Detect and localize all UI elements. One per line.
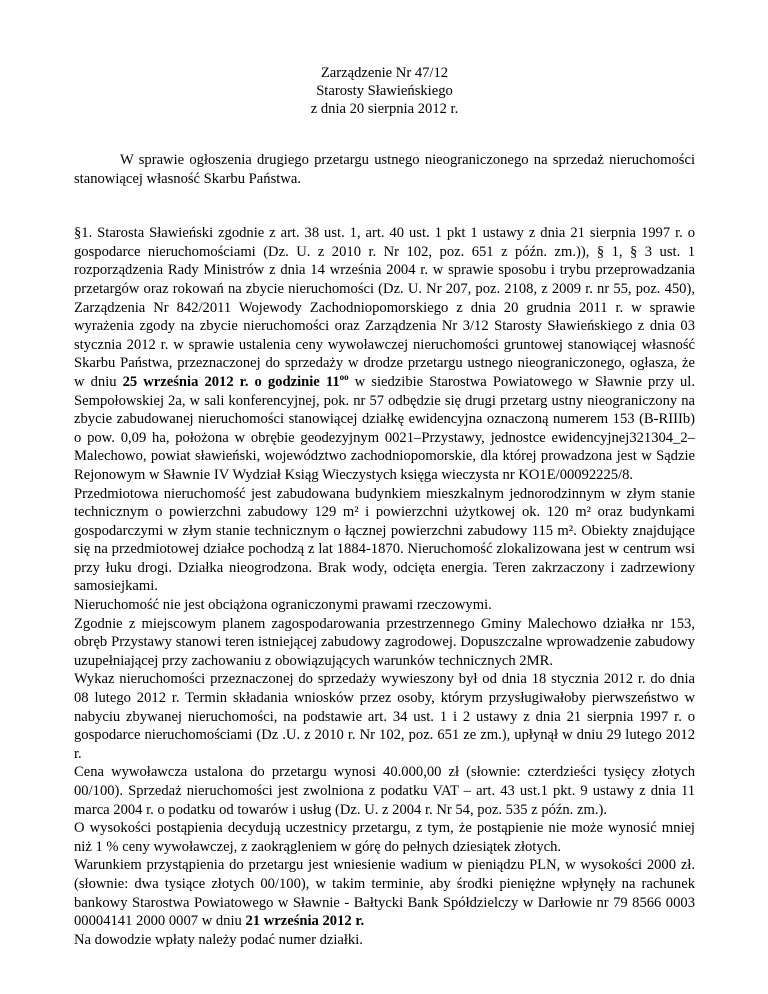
document-page: [74, 64, 695, 949]
issuer: Starosty Sławieńskiego: [316, 83, 453, 99]
paragraph-property-description: Przedmiotowa nieruchomość jest zabudowana budynkiem mieszkalnym jednorodzinnym w złym stanie technicznym o powierzchni zabudowy 129 m² i powierzchni użytkowej ok. 120 m² oraz budynkami gospodarczymi w złym stanie technicznym o łącznej powierzchni zabudowy 115 m². Obiekty znajdujące się na przedmiotowej działce pochodzą z lat 1884-1870. Nieruchomość zlokalizowana jest w centrum wsi przy łuku drogi. Działka nieogrodzona. Brak wody, odcięta energia. Teren zakrzaczony i zadrzewiony samosiejkami.: [74, 485, 695, 595]
auction-time-minutes: oo: [339, 371, 349, 382]
paragraph-deposit: [74, 856, 695, 930]
ordinance-number: Zarządzenie Nr 47/12: [320, 65, 449, 81]
document-header: [74, 64, 695, 118]
auction-date: [122, 371, 349, 390]
paragraph-encumbrances: Nieruchomość nie jest obciążona ograniczonymi prawami rzeczowymi.: [74, 597, 492, 614]
paragraph-announcement: [74, 224, 695, 484]
deposit-text: Warunkiem przystąpienia do przetargu jest wniesienie wadium w pieniądzu PLN, w wysokości 2000 zł. (słownie: dwa tysiące złotych 00/100), w takim terminie, aby środki pieniężne wpłynęły na rachunek bankowy Starostwa Powiatowego w Sławnie - Bałtycki Bank Spółdzielczy w Darłowie nr 79 8566 0003 00004141 2000 0007 w dniu: [74, 857, 695, 930]
paragraph-payment-note: Na dowodzie wpłaty należy podać numer działki.: [74, 931, 363, 948]
subject-line: W sprawie ogłoszenia drugiego przetargu ustnego nieograniczonego na sprzedaż nieruchomości stanowiącej własność Skarbu Państwa.: [74, 152, 695, 187]
ordinance-date: z dnia 20 sierpnia 2012 r.: [310, 101, 459, 117]
paragraph-bid-increment: O wysokości postąpienia decydują uczestnicy przetargu, z tym, że postąpienie nie może wynosić mniej niż 1 % ceny wywoławczej, z zaokrągleniem w górę do pełnych dziesiątek złotych.: [74, 820, 695, 855]
auction-date-text: 25 września 2012 r. o godzinie 11: [122, 373, 340, 390]
announcement-text-b: w siedzibie Starostwa Powiatowego w Sławnie przy ul. Sempołowskiej 2a, w sali konferencyjnej, pok. nr 57 odbędzie się drugi przetarg ustny nieograniczony na zbycie zabudowanej nieruchomości stanowiącej działkę ewidencyjna oznaczoną numerem 153 (B-RIIIb) o pow. 0,09 ha, położona w obrębie geodezyjnym 0021–Przystawy, jednostce ewidencyjnej321304_2–Malechowo, powiat sławieński, województwo zachodniopomorskie, dla której prowadzona jest w Sądzie Rejonowym w Sławnie IV Wydział Ksiąg Wieczystych księga wieczysta nr KO1E/00092225/8.: [74, 373, 695, 483]
paragraph-starting-price: Cena wywoławcza ustalona do przetargu wynosi 40.000,00 zł (słownie: czterdzieści tysięcy złotych 00/100). Sprzedaż nieruchomości jest zwolniona z podatku VAT – art. 43 ust.1 pkt. 9 ustawy z dnia 11 marca 2004 r. o podatku od towarów i usług (Dz. U. z 2004 r. Nr 54, poz. 535 z późn. zm.).: [74, 764, 695, 818]
paragraph-zoning-plan: Zgodnie z miejscowym planem zagospodarowania przestrzennego Gminy Malechowo działka nr 153, obręb Przystawy stanowi teren istniejącej zabudowy zagrodowej. Dopuszczalne wprowadzenie zabudowy uzupełniającej przy zachowaniu z obowiązujących warunków technicznych 2MR.: [74, 615, 695, 669]
section-1: [74, 224, 695, 949]
deposit-deadline: 21 września 2012 r.: [245, 913, 365, 930]
paragraph-listing-period: Wykaz nieruchomości przeznaczonej do sprzedaży wywieszony był od dnia 18 stycznia 2012 r. do dnia 08 lutego 2012 r. Termin składania wniosków przez osoby, którym przysługiwałoby pierwszeństwo w nabyciu zbywanej nieruchomości, na podstawie art. 34 ust. 1 i 2 ustawy z dnia 21 sierpnia 1997 r. o gospodarce nieruchomościami (Dz .U. z 2010 r. Nr 102, poz. 651 ze zm.), upłynął w dniu 29 lutego 2012 r.: [74, 671, 695, 762]
announcement-text-a: §1. Starosta Sławieński zgodnie z art. 38 ust. 1, art. 40 ust. 1 pkt 1 ustawy z dnia 21 sierpnia 1997 r. o gospodarce nieruchomościami (Dz. U. z 2010 r. Nr 102, poz. 651 z późn. zm.)), § 1, § 3 ust. 1 rozporządzenia Rady Ministrów z dnia 14 września 2004 r. w sprawie sposobu i trybu przeprowadzania przetargów oraz rokowań na zbycie nieruchomości (Dz. U. Nr 207, poz. 2108, z 2009 r. nr 55, poz. 450), Zarządzenia Nr 842/2011 Wojewody Zachodniopomorskiego z dnia 20 grudnia 2011 r. w sprawie wyrażenia zgody na zbycie nieruchomości oraz Zarządzenia Nr 3/12 Starosty Sławieńskiego z dnia 03 stycznia 2012 r. w sprawie ustalenia ceny wywoławczej nieruchomości gruntowej stanowiącej własność Skarbu Państwa, przeznaczonej do sprzedaży w drodze przetargu ustnego nieograniczonego, ogłasza, że w dniu: [74, 225, 695, 390]
